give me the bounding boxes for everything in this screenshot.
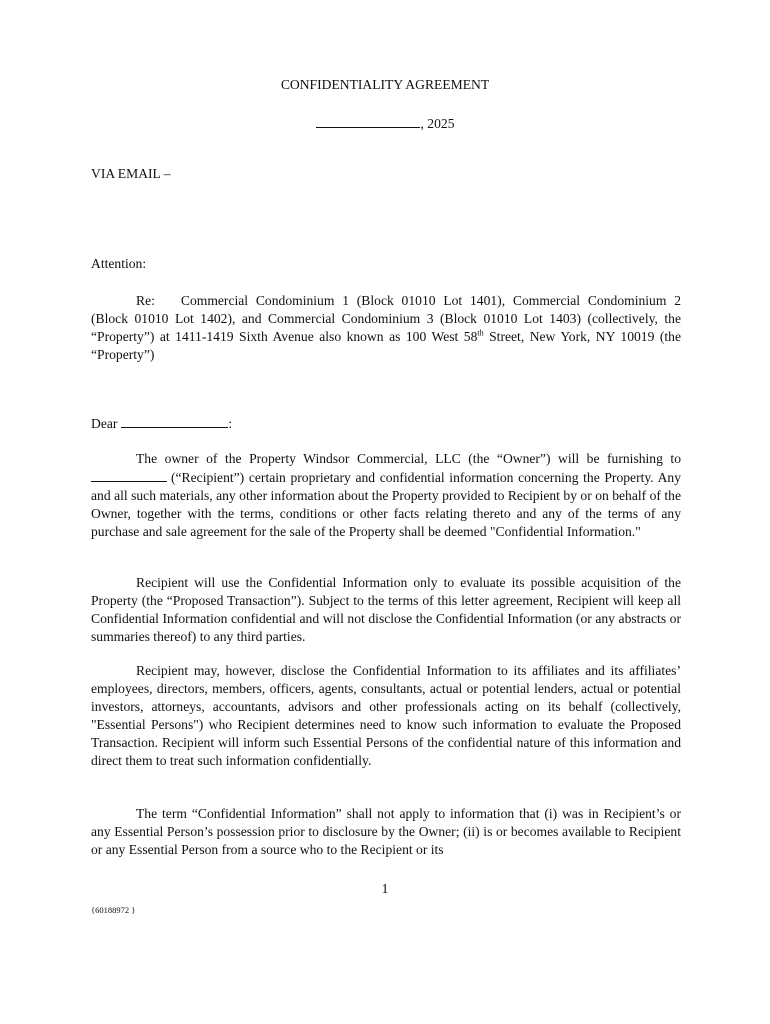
paragraph-4 xyxy=(91,805,681,859)
re-text-b: Street, New York, NY 10019 (the “Property”) xyxy=(91,329,681,362)
page-number: 1 xyxy=(381,882,389,897)
re-superscript: th xyxy=(477,328,484,338)
paragraph-1-body: (“Recipient”) certain proprietary and confidential information concerning the Property. Any and all such materials, any other information about the Property provided to Recipient by or on behalf of the Owner, together with the terms, conditions or other facts relating thereto and any of the terms of any purchase and sale agreement for the sale of the Property shall be deemed "Confidential Information." xyxy=(91,470,681,539)
paragraph-1 xyxy=(91,450,681,541)
date-blank xyxy=(316,114,420,128)
date-line xyxy=(0,114,770,132)
paragraph-4-text: The term “Confidential Information” shall not apply to information that (i) was in Recipient’s or any Essential Person’s possession prior to disclosure by the Owner; (ii) is or becomes available to Recipient or any Essential Person from a source who to the Recipient or its xyxy=(91,806,681,857)
date-suffix: , 2025 xyxy=(420,116,455,131)
via-email-line: VIA EMAIL – xyxy=(91,166,171,181)
document-title: CONFIDENTIALITY AGREEMENT xyxy=(280,77,490,92)
paragraph-3-text: Recipient may, however, disclose the Confidential Information to its affiliates and its affiliates’ employees, directors, members, officers, agents, consultants, actual or potential lenders, actual or potential investors, attorneys, accountants, advisors and other professionals acting on its behalf (collectively, "Essential Persons") who Recipient determines need to know such information to evaluate the Proposed Transaction. Recipient will inform such Essential Persons of the confidential nature of this information and direct them to treat such information confidentially. xyxy=(91,663,681,768)
paragraph-3 xyxy=(91,662,681,770)
recipient-blank xyxy=(91,468,167,482)
paragraph-2 xyxy=(91,574,681,646)
dear-blank xyxy=(121,414,228,428)
paragraph-2-text: Recipient will use the Confidential Information only to evaluate its possible acquisition of the Property (the “Proposed Transaction”). Subject to the terms of this letter agreement, Recipient will keep all Confidential Information confidential and will not disclose the Confidential Information (or any abstracts or summaries thereof) to any third parties. xyxy=(91,575,681,644)
re-block xyxy=(91,292,681,364)
dear-suffix: : xyxy=(228,416,233,431)
attention-line: Attention: xyxy=(91,256,147,271)
salutation xyxy=(91,414,232,432)
document-id: {60188972 } xyxy=(91,905,136,915)
re-text-a: Commercial Condominium 1 (Block 01010 Lot 1401), Commercial Condominium 2 (Block 01010 Lot 1402), and Commercial Condominium 3 (Block 01010 Lot 1403) (collectively, the “Property”) at 1411-1419 Sixth Avenue also known as 100 West 58 xyxy=(91,293,681,344)
paragraph-1-intro: The owner of the Property Windsor Commercial, LLC (the “Owner”) will be furnishing to xyxy=(136,451,681,466)
dear-prefix: Dear xyxy=(91,416,118,431)
re-label: Re: xyxy=(136,293,155,308)
